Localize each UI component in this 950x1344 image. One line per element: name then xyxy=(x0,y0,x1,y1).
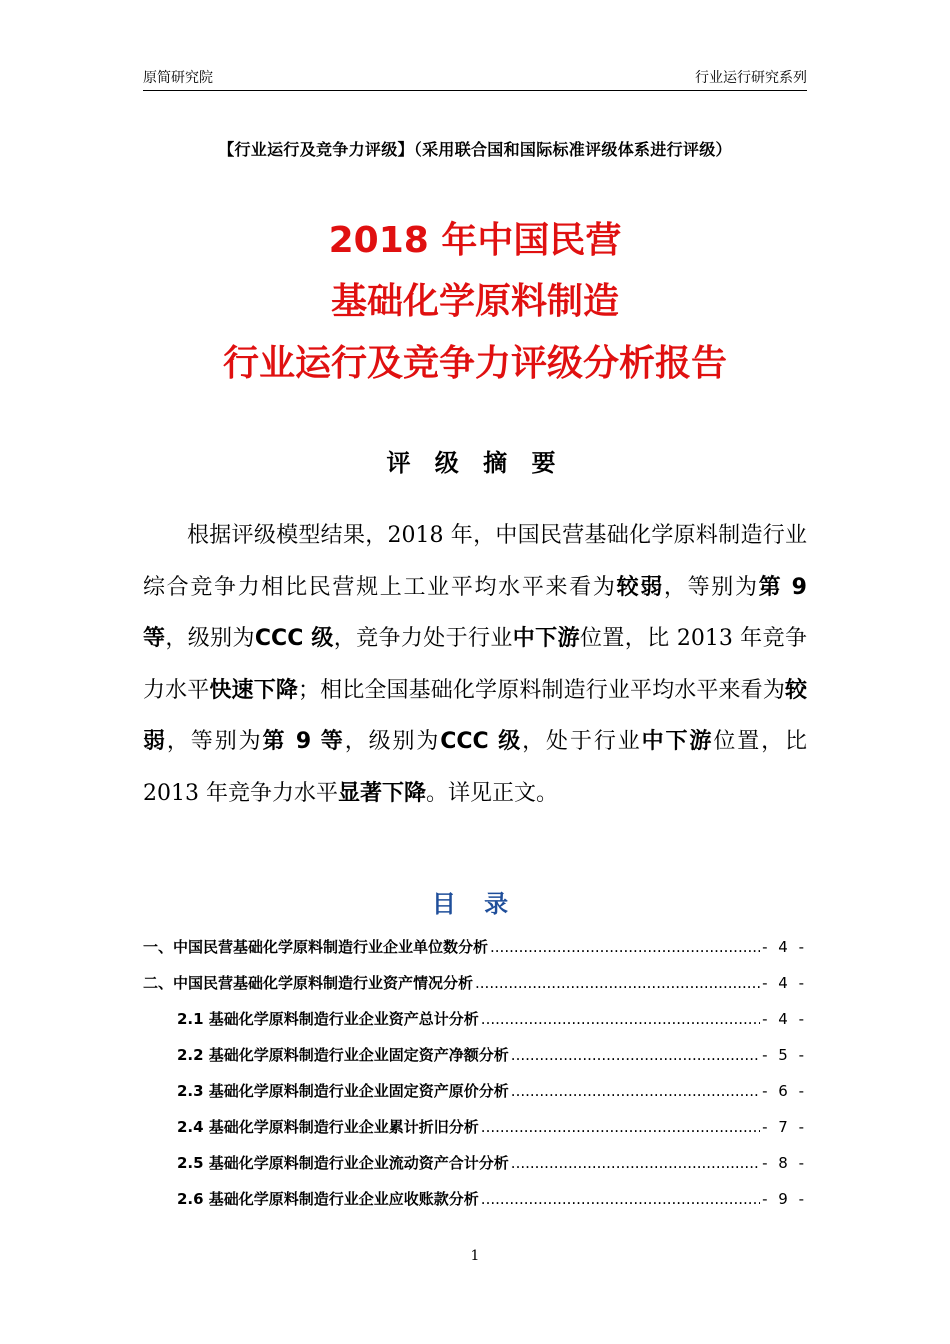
toc-leader-dots xyxy=(511,1046,760,1064)
toc-subentry[interactable] xyxy=(143,1008,807,1044)
toc-entry-page: - 4 - xyxy=(762,938,807,956)
summary-heading: 评 级 摘 要 xyxy=(386,449,564,477)
summary-text: 。详见正文。 xyxy=(426,780,559,806)
rating-subtitle: 【行业运行及竞争力评级】（采用联合国和国际标准评级体系进行评级） xyxy=(218,140,732,159)
toc-entry-label: 2.2 基础化学原料制造行业企业固定资产净额分析 xyxy=(177,1046,509,1064)
summary-emphasis: CCC 级 xyxy=(440,729,523,754)
toc-leader-dots xyxy=(481,1118,760,1136)
summary-text: ，等别为 xyxy=(166,729,263,754)
toc-entry-page: - 7 - xyxy=(762,1118,807,1136)
summary-text: ，级别为 xyxy=(344,729,441,754)
toc-entry[interactable] xyxy=(143,936,807,972)
report-title-line-1: 2018 年中国民营 xyxy=(328,220,622,261)
toc-entry-page: - 4 - xyxy=(762,974,807,992)
summary-emphasis: 中下游 xyxy=(641,729,714,754)
toc-entry-label: 2.5 基础化学原料制造行业企业流动资产合计分析 xyxy=(177,1154,509,1172)
toc-leader-dots xyxy=(511,1082,760,1100)
page-number: 1 xyxy=(470,1248,480,1264)
toc-entry-label: 2.6 基础化学原料制造行业企业应收账款分析 xyxy=(177,1190,479,1208)
toc-leader-dots xyxy=(481,1190,760,1208)
summary-text: 根据评级模型结果，2018 年，中国民营基础化学原料制造行业综合竞争力相比民营规上工业平均水平来看为 xyxy=(143,523,807,600)
toc-leader-dots xyxy=(481,1010,760,1028)
header-left: 原简研究院 xyxy=(143,70,213,86)
toc-entry-page: - 9 - xyxy=(762,1190,807,1208)
toc-entry-page: - 4 - xyxy=(762,1010,807,1028)
toc-subentry[interactable] xyxy=(143,1188,807,1224)
summary-emphasis: 第 9 等 xyxy=(143,574,807,651)
toc-subentry[interactable] xyxy=(143,1080,807,1116)
header-rule xyxy=(143,90,807,91)
toc-entry[interactable] xyxy=(143,972,807,1008)
table-of-contents xyxy=(143,936,807,1224)
toc-entry-label: 一、中国民营基础化学原料制造行业企业单位数分析 xyxy=(143,938,489,956)
toc-leader-dots xyxy=(511,1154,760,1172)
summary-text: ，等别为 xyxy=(663,574,759,600)
summary-text: ，级别为 xyxy=(165,626,255,651)
toc-subentry[interactable] xyxy=(143,1044,807,1080)
toc-heading: 目 录 xyxy=(431,890,519,918)
toc-entry-page: - 6 - xyxy=(762,1082,807,1100)
summary-emphasis: 较弱 xyxy=(143,677,807,754)
summary-text: ，竞争力处于行业 xyxy=(333,626,513,651)
summary-text: 位置，比 2013 年竞争力水平 xyxy=(143,729,807,806)
toc-entry-label: 2.3 基础化学原料制造行业企业固定资产原价分析 xyxy=(177,1082,509,1100)
toc-entry-label: 二、中国民营基础化学原料制造行业资产情况分析 xyxy=(143,974,474,992)
toc-entry-label: 2.1 基础化学原料制造行业企业资产总计分析 xyxy=(177,1010,479,1028)
report-title-line-2: 基础化学原料制造 xyxy=(330,281,619,322)
summary-text: ，处于行业 xyxy=(522,729,642,754)
summary-paragraph xyxy=(143,510,807,819)
toc-leader-dots xyxy=(475,974,760,992)
summary-emphasis: 快速下降 xyxy=(209,677,298,703)
summary-text: ；相比全国基础化学原料制造行业平均水平来看为 xyxy=(297,677,785,703)
toc-entry-page: - 5 - xyxy=(762,1046,807,1064)
summary-text: 位置，比 2013 年竞争力水平 xyxy=(143,626,807,703)
toc-subentry[interactable] xyxy=(143,1116,807,1152)
toc-leader-dots xyxy=(490,938,760,956)
toc-entry-page: - 8 - xyxy=(762,1154,807,1172)
summary-emphasis: CCC 级 xyxy=(254,626,334,651)
report-title-line-3: 行业运行及竞争力评级分析报告 xyxy=(222,343,727,384)
header-right: 行业运行研究系列 xyxy=(695,70,807,86)
toc-subentry[interactable] xyxy=(143,1152,807,1188)
summary-emphasis: 较弱 xyxy=(616,574,664,600)
summary-emphasis: 第 9 等 xyxy=(262,729,345,754)
summary-emphasis: 中下游 xyxy=(512,626,580,651)
toc-entry-label: 2.4 基础化学原料制造行业企业累计折旧分析 xyxy=(177,1118,479,1136)
summary-emphasis: 显著下降 xyxy=(337,780,426,806)
